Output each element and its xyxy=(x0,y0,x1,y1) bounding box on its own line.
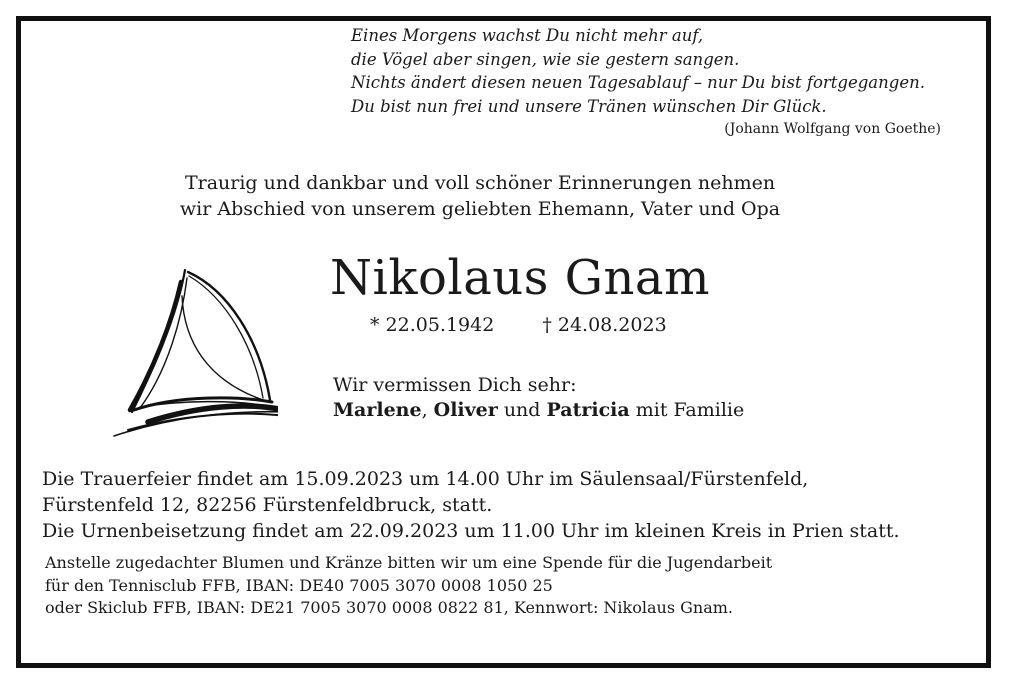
death-date: † 24.08.2023 xyxy=(542,314,667,336)
poem-line: Eines Morgens wachst Du nicht mehr auf, xyxy=(351,26,704,45)
mourners-names xyxy=(333,398,744,423)
poem-line: die Vögel aber singen, wie sie gestern sangen. xyxy=(351,49,740,69)
donation-info xyxy=(45,552,772,620)
mourner-name: Marlene xyxy=(333,399,422,421)
mourner-separator: und xyxy=(497,399,547,421)
deceased-name: Nikolaus Gnam xyxy=(330,250,710,306)
service-line: Fürstenfeld 12, 82256 Fürstenfeldbruck, statt. xyxy=(42,494,493,516)
intro-text xyxy=(120,170,840,222)
sailboat-icon xyxy=(88,250,278,440)
birth-date: * 22.05.1942 xyxy=(370,314,495,336)
mourner-name: Oliver xyxy=(433,399,498,421)
life-dates xyxy=(370,312,667,338)
donation-line: für den Tennisclub FFB, IBAN: DE40 7005 3070 0008 1050 25 xyxy=(45,575,553,595)
donation-line: Anstelle zugedachter Blumen und Kränze bitten wir um eine Spende für die Jugendarbeit xyxy=(45,553,773,572)
poem-line: Nichts ändert diesen neuen Tagesablauf – nur Du bist fortgegangen. xyxy=(351,73,925,92)
poem xyxy=(351,24,941,139)
intro-line: Traurig und dankbar und voll schöner Erinnerungen nehmen xyxy=(184,172,776,194)
mourners-suffix: mit Familie xyxy=(629,399,745,421)
donation-line: oder Skiclub FFB, IBAN: DE21 7005 3070 0008 0822 81, Kennwort: Nikolaus Gnam. xyxy=(45,598,734,617)
service-line: Die Urnenbeisetzung findet am 22.09.2023 um 11.00 Uhr im kleinen Kreis in Prien statt. xyxy=(42,520,900,542)
service-info xyxy=(42,466,900,544)
mourner-separator: , xyxy=(421,399,434,421)
mourners-intro: Wir vermissen Dich sehr: xyxy=(333,374,577,396)
mourners-block xyxy=(333,373,744,423)
mourner-name: Patricia xyxy=(546,399,630,421)
sailboat-drawing xyxy=(88,250,278,440)
intro-line: wir Abschied von unserem geliebten Ehemann, Vater und Opa xyxy=(179,198,781,220)
service-line: Die Trauerfeier findet am 15.09.2023 um 14.00 Uhr im Säulensaal/Fürstenfeld, xyxy=(42,468,809,490)
poem-author: (Johann Wolfgang von Goethe) xyxy=(724,121,941,137)
poem-line: Du bist nun frei und unsere Tränen wünschen Dir Glück. xyxy=(351,96,827,116)
